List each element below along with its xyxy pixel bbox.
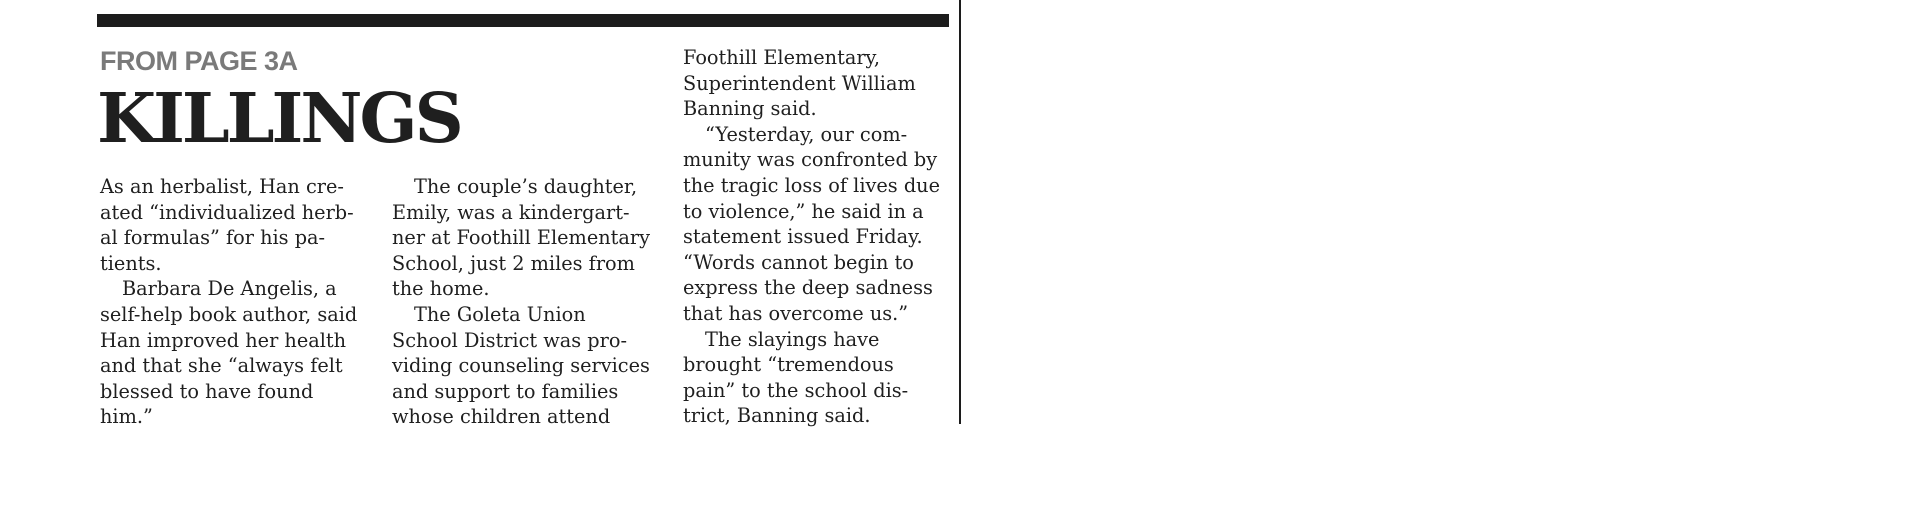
- text-line: As an herbalist, Han cre-: [100, 175, 344, 198]
- text-line: and that she “always felt: [100, 354, 343, 378]
- text-line: Superintendent William: [683, 71, 916, 95]
- text-line: that has overcome us.”: [683, 301, 909, 325]
- text-line: ated “individualized herb-: [100, 200, 354, 224]
- text-line: brought “tremendous: [683, 353, 894, 377]
- text-line: self-help book author, said: [100, 302, 358, 326]
- text-line: Barbara De Angelis, a: [122, 277, 337, 301]
- text-line: blessed to have found: [100, 379, 314, 403]
- column-divider: [959, 0, 961, 424]
- jump-label: FROM PAGE 3A: [100, 46, 298, 76]
- text-line: School, just 2 miles from: [392, 251, 635, 275]
- paragraph: [392, 174, 662, 302]
- text-line: to violence,” he said in a: [683, 199, 924, 223]
- text-line: The slayings have: [705, 327, 880, 351]
- text-line: ner at Foothill Elementary: [392, 226, 650, 250]
- text-line: express the deep sadness: [683, 276, 933, 300]
- text-line: the tragic loss of lives due: [683, 173, 941, 197]
- text-line: “Words cannot begin to: [683, 250, 914, 274]
- text-line: The Goleta Union: [414, 302, 586, 326]
- text-line: munity was confronted by: [683, 148, 938, 172]
- text-line: al formulas” for his pa-: [100, 226, 326, 250]
- text-line: pain” to the school dis-: [683, 378, 909, 402]
- text-line: whose children attend: [392, 405, 611, 429]
- paragraph: [392, 302, 662, 430]
- text-line: Foothill Elementary,: [683, 46, 881, 69]
- text-line: and support to families: [392, 379, 619, 403]
- article-column-1: [100, 174, 370, 430]
- text-line: him.”: [100, 405, 153, 429]
- headline: KILLINGS: [97, 79, 461, 159]
- paragraph: [683, 122, 953, 327]
- article-column-2: [392, 174, 662, 430]
- paragraph: [683, 45, 953, 122]
- text-line: trict, Banning said.: [683, 404, 871, 428]
- text-line: Emily, was a kindergart-: [392, 200, 630, 224]
- paragraph: [100, 276, 370, 430]
- paragraph: [683, 327, 953, 429]
- text-line: “Yesterday, our com-: [705, 122, 908, 146]
- text-line: tients.: [100, 251, 162, 275]
- text-line: viding counseling services: [392, 354, 650, 378]
- text-line: School District was pro-: [392, 328, 627, 352]
- text-line: Banning said.: [683, 97, 817, 121]
- top-rule: [97, 14, 949, 27]
- text-line: the home.: [392, 277, 490, 301]
- article-column-3: [683, 45, 953, 429]
- paragraph: [100, 174, 370, 276]
- text-line: The couple’s daughter,: [414, 175, 638, 198]
- text-line: statement issued Friday.: [683, 225, 923, 249]
- text-line: Han improved her health: [100, 328, 347, 352]
